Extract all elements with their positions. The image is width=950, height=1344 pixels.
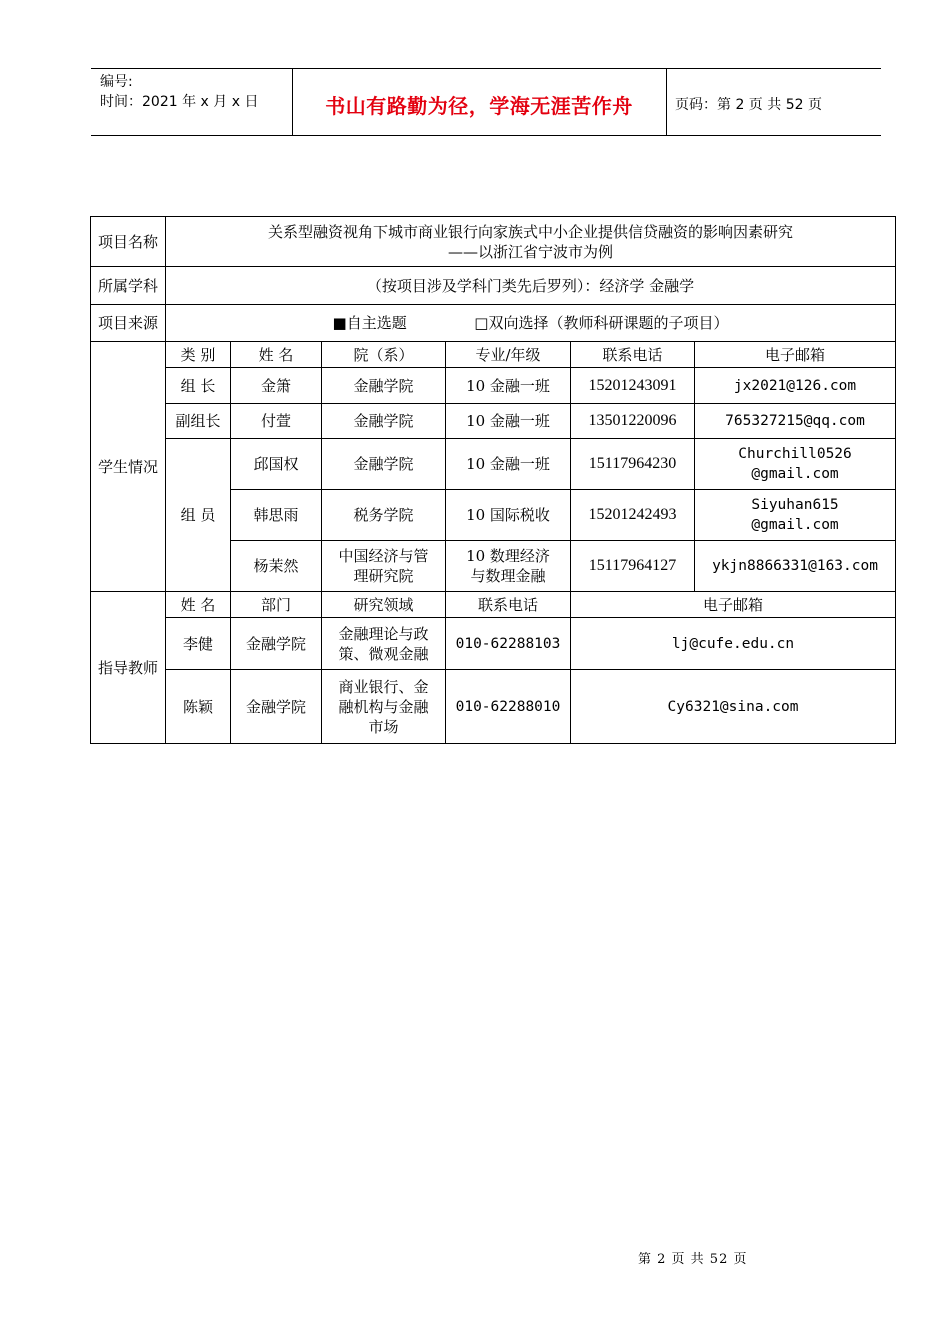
field-cell [322,618,446,670]
college-line1: 中国经济与管 [338,547,429,565]
phone-cell: 15117964230 [571,439,695,490]
email-cell: ykjn8866331@163.com [695,541,896,592]
name-cell: 付萱 [231,404,322,439]
table-row [91,404,896,439]
col-header-major: 专业/年级 [446,342,571,368]
phone-cell: 010-62288103 [446,618,571,670]
email-line1: Churchill0526 [738,446,852,462]
role-cell: 组 长 [166,368,231,404]
email-cell [695,439,896,490]
row-project-source [91,305,896,342]
students-header-row [91,342,896,368]
source-option-self-selected[interactable]: ■自主选题 [332,314,407,332]
table-row [91,368,896,404]
col-header-role: 类 别 [166,342,231,368]
field-line2: 策、微观金融 [338,644,429,663]
phone-cell: 15201243091 [571,368,695,404]
phone-cell: 010-62288010 [446,670,571,744]
dept-cell: 金融学院 [231,670,322,744]
source-option-two-way[interactable]: □双向选择（教师科研课题的子项目） [474,314,729,332]
header-meta [100,72,258,112]
col-header-name: 姓 名 [231,342,322,368]
time-label: 时间：2021 年 x 月 x 日 [100,94,259,110]
college-cell: 金融学院 [322,368,446,404]
field-line1: 金融理论与政 [338,624,429,643]
name-cell: 陈颖 [166,670,231,744]
project-form-table [90,216,896,744]
discipline-value: （按项目涉及学科门类先后罗列）：经济学 金融学 [166,267,896,305]
major-cell: 10 国际税收 [446,490,571,541]
header-top-rule [91,68,881,69]
col-header-email: 电子邮箱 [695,342,896,368]
email-line2: @gmail.com [751,517,839,533]
header-bottom-rule [91,135,881,136]
col-header-college: 院（系） [322,342,446,368]
col-header-dept: 部门 [231,592,322,618]
email-line2: @gmail.com [751,466,839,482]
role-cell: 副组长 [166,404,231,439]
col-header-phone: 联系电话 [571,342,695,368]
project-name-label: 项目名称 [91,217,166,267]
phone-cell: 13501220096 [571,404,695,439]
role-cell-members: 组 员 [166,439,231,592]
email-cell [695,490,896,541]
row-project-name [91,217,896,267]
project-name-line2: ——以浙江省宁波市为例 [448,242,614,261]
college-cell: 税务学院 [322,490,446,541]
code-label: 编号: [100,74,133,90]
major-cell: 10 金融一班 [446,404,571,439]
col-header-name: 姓 名 [166,592,231,618]
email-line1: Siyuhan615 [751,497,839,513]
page-footer: 第 2 页 共 52 页 [638,1252,748,1267]
col-header-field: 研究领域 [322,592,446,618]
major-cell: 10 金融一班 [446,439,571,490]
phone-cell: 15201242493 [571,490,695,541]
advisors-section-label: 指导教师 [91,592,166,744]
table-row [91,439,896,490]
students-section-label: 学生情况 [91,342,166,592]
field-line1: 商业银行、金 [338,677,429,696]
header-divider-right [666,68,667,136]
email-cell: Cy6321@sina.com [571,670,896,744]
source-label: 项目来源 [91,305,166,342]
project-name-line1: 关系型融资视角下城市商业银行向家族式中小企业提供信贷融资的影响因素研究 [268,222,794,241]
header-page-number: 页码：第 2 页 共 52 页 [675,97,822,113]
major-line1: 10 数理经济 [466,547,550,565]
name-cell: 李健 [166,618,231,670]
email-cell: lj@cufe.edu.cn [571,618,896,670]
name-cell: 杨茉然 [231,541,322,592]
email-cell: 765327215@qq.com [695,404,896,439]
college-line2: 理研究院 [353,567,414,585]
col-header-email: 电子邮箱 [571,592,896,618]
table-row [91,670,896,744]
email-cell: jx2021@126.com [695,368,896,404]
major-cell: 10 金融一班 [446,368,571,404]
table-row [91,618,896,670]
source-options [166,305,896,342]
row-discipline [91,267,896,305]
name-cell: 韩思雨 [231,490,322,541]
college-cell: 金融学院 [322,439,446,490]
advisors-header-row [91,592,896,618]
name-cell: 邱国权 [231,439,322,490]
name-cell: 金箫 [231,368,322,404]
college-cell [322,541,446,592]
major-line2: 与数理金融 [470,567,546,585]
header-motto: 书山有路勤为径，学海无涯苦作舟 [325,94,633,118]
project-name-value [166,217,896,267]
major-cell [446,541,571,592]
col-header-phone: 联系电话 [446,592,571,618]
dept-cell: 金融学院 [231,618,322,670]
college-cell: 金融学院 [322,404,446,439]
phone-cell: 15117964127 [571,541,695,592]
field-cell [322,670,446,744]
field-line2: 融机构与金融 [338,697,429,716]
field-line3: 市场 [368,717,399,736]
discipline-label: 所属学科 [91,267,166,305]
